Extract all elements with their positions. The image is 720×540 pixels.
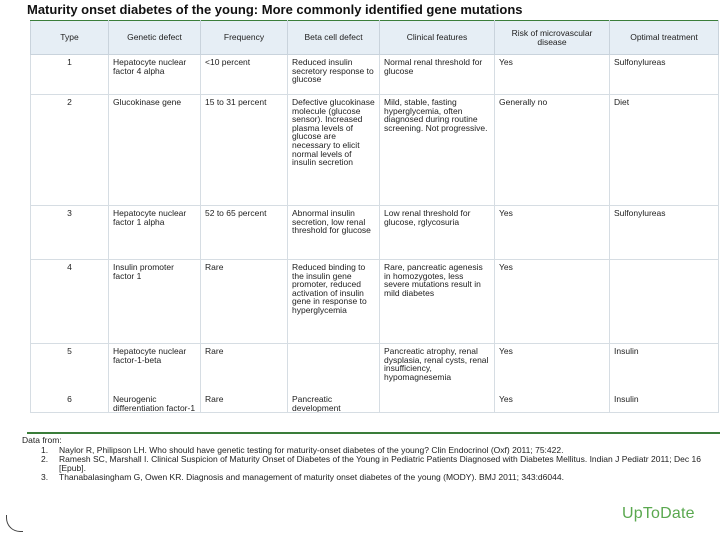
cell-beta-cell-defect: Defective glucokinase molecule (glucose sensor). Increased plasma levels of glucose are necessary to elicit normal levels of insulin secretion bbox=[288, 95, 380, 206]
cell-microvascular-risk: Generally no bbox=[495, 95, 610, 206]
cell-optimal-treatment: Diet bbox=[610, 95, 719, 206]
page-title: Maturity onset diabetes of the young: More commonly identified gene mutations bbox=[27, 2, 523, 17]
cell-frequency: Rare bbox=[201, 344, 288, 393]
column-header-beta-cell-defect: Beta cell defect bbox=[288, 21, 380, 55]
table-row bbox=[31, 260, 719, 344]
mody-table-container bbox=[30, 20, 718, 413]
cell-frequency: <10 percent bbox=[201, 55, 288, 95]
column-header-optimal-treatment: Optimal treatment bbox=[610, 21, 719, 55]
cell-clinical-features: Mild, stable, fasting hyperglycemia, often diagnosed during routine screening. Not progressive. bbox=[380, 95, 495, 206]
cell-optimal-treatment: Sulfonylureas bbox=[610, 55, 719, 95]
cell-optimal-treatment: Insulin bbox=[610, 392, 719, 413]
column-header-clinical-features: Clinical features bbox=[380, 21, 495, 55]
cell-clinical-features: Normal renal threshold for glucose bbox=[380, 55, 495, 95]
cell-genetic-defect: Insulin promoter factor 1 bbox=[109, 260, 201, 344]
cell-type: 2 bbox=[31, 95, 109, 206]
uptodate-logo: UpToDate bbox=[622, 505, 695, 522]
column-header-genetic-defect: Genetic defect bbox=[109, 21, 201, 55]
table-row bbox=[31, 344, 719, 393]
cell-frequency: Rare bbox=[201, 392, 288, 413]
table-row bbox=[31, 392, 719, 413]
reference-item bbox=[22, 473, 717, 482]
cell-type: 4 bbox=[31, 260, 109, 344]
cell-frequency: Rare bbox=[201, 260, 288, 344]
column-header-type: Type bbox=[31, 21, 109, 55]
cell-beta-cell-defect: Reduced binding to the insulin gene promoter, reduced activation of insulin gene in response to hyperglycemia bbox=[288, 260, 380, 344]
cell-type: 3 bbox=[31, 206, 109, 260]
cell-clinical-features bbox=[380, 392, 495, 413]
cell-microvascular-risk: Yes bbox=[495, 260, 610, 344]
reference-text: Naylor R, Philipson LH. Who should have genetic testing for maturity-onset diabetes of the young? Clin Endocrinol (Oxf) 2011; 75:422. bbox=[59, 445, 564, 455]
cell-genetic-defect: Glucokinase gene bbox=[109, 95, 201, 206]
column-header-microvascular-risk: Risk of microvascular disease bbox=[495, 21, 610, 55]
cell-frequency: 15 to 31 percent bbox=[201, 95, 288, 206]
reference-number: 2. bbox=[41, 454, 49, 464]
cell-type: 5 bbox=[31, 344, 109, 393]
cell-microvascular-risk: Yes bbox=[495, 392, 610, 413]
cell-microvascular-risk: Yes bbox=[495, 344, 610, 393]
cell-beta-cell-defect: Reduced insulin secretory response to glucose bbox=[288, 55, 380, 95]
cell-beta-cell-defect bbox=[288, 344, 380, 393]
cell-genetic-defect: Neurogenic differentiation factor-1 bbox=[109, 392, 201, 413]
reference-text: Ramesh SC, Marshall I. Clinical Suspicion of Maturity Onset of Diabetes of the Young in Pediatric Patients Diagnosed with Diabetes Mellitus. Indian J Pediatr 2011; Dec 16 [Epub]. bbox=[59, 454, 701, 473]
cell-clinical-features: Rare, pancreatic agenesis in homozygotes, less severe mutations result in mild diabetes bbox=[380, 260, 495, 344]
table-row bbox=[31, 55, 719, 95]
cell-beta-cell-defect: Abnormal insulin secretion, low renal threshold for glucose bbox=[288, 206, 380, 260]
cell-type: 6 bbox=[31, 392, 109, 413]
column-header-frequency: Frequency bbox=[201, 21, 288, 55]
divider bbox=[27, 432, 720, 434]
reference-number: 1. bbox=[41, 445, 49, 455]
table-header-row bbox=[31, 21, 719, 55]
corner-decoration bbox=[6, 515, 23, 532]
table-row bbox=[31, 206, 719, 260]
cell-clinical-features: Low renal threshold for glucose, rglycosuria bbox=[380, 206, 495, 260]
mody-table bbox=[30, 20, 719, 413]
cell-genetic-defect: Hepatocyte nuclear factor 1 alpha bbox=[109, 206, 201, 260]
reference-text: Thanabalasingham G, Owen KR. Diagnosis and management of maturity onset diabetes of the young (MODY). BMJ 2011; 343:d6044. bbox=[59, 472, 564, 482]
references bbox=[22, 436, 717, 482]
cell-optimal-treatment: Insulin bbox=[610, 344, 719, 393]
cell-clinical-features: Pancreatic atrophy, renal dysplasia, renal cysts, renal insufficiency, hypomagnesemia bbox=[380, 344, 495, 393]
cell-microvascular-risk: Yes bbox=[495, 55, 610, 95]
references-intro: Data from: bbox=[22, 435, 62, 445]
cell-genetic-defect: Hepatocyte nuclear factor-1-beta bbox=[109, 344, 201, 393]
cell-microvascular-risk: Yes bbox=[495, 206, 610, 260]
reference-item bbox=[22, 455, 717, 473]
cell-optimal-treatment bbox=[610, 260, 719, 344]
table-row bbox=[31, 95, 719, 206]
cell-type: 1 bbox=[31, 55, 109, 95]
reference-number: 3. bbox=[41, 472, 49, 482]
cell-beta-cell-defect: Pancreatic development bbox=[288, 392, 380, 413]
cell-optimal-treatment: Sulfonylureas bbox=[610, 206, 719, 260]
cell-genetic-defect: Hepatocyte nuclear factor 4 alpha bbox=[109, 55, 201, 95]
cell-frequency: 52 to 65 percent bbox=[201, 206, 288, 260]
